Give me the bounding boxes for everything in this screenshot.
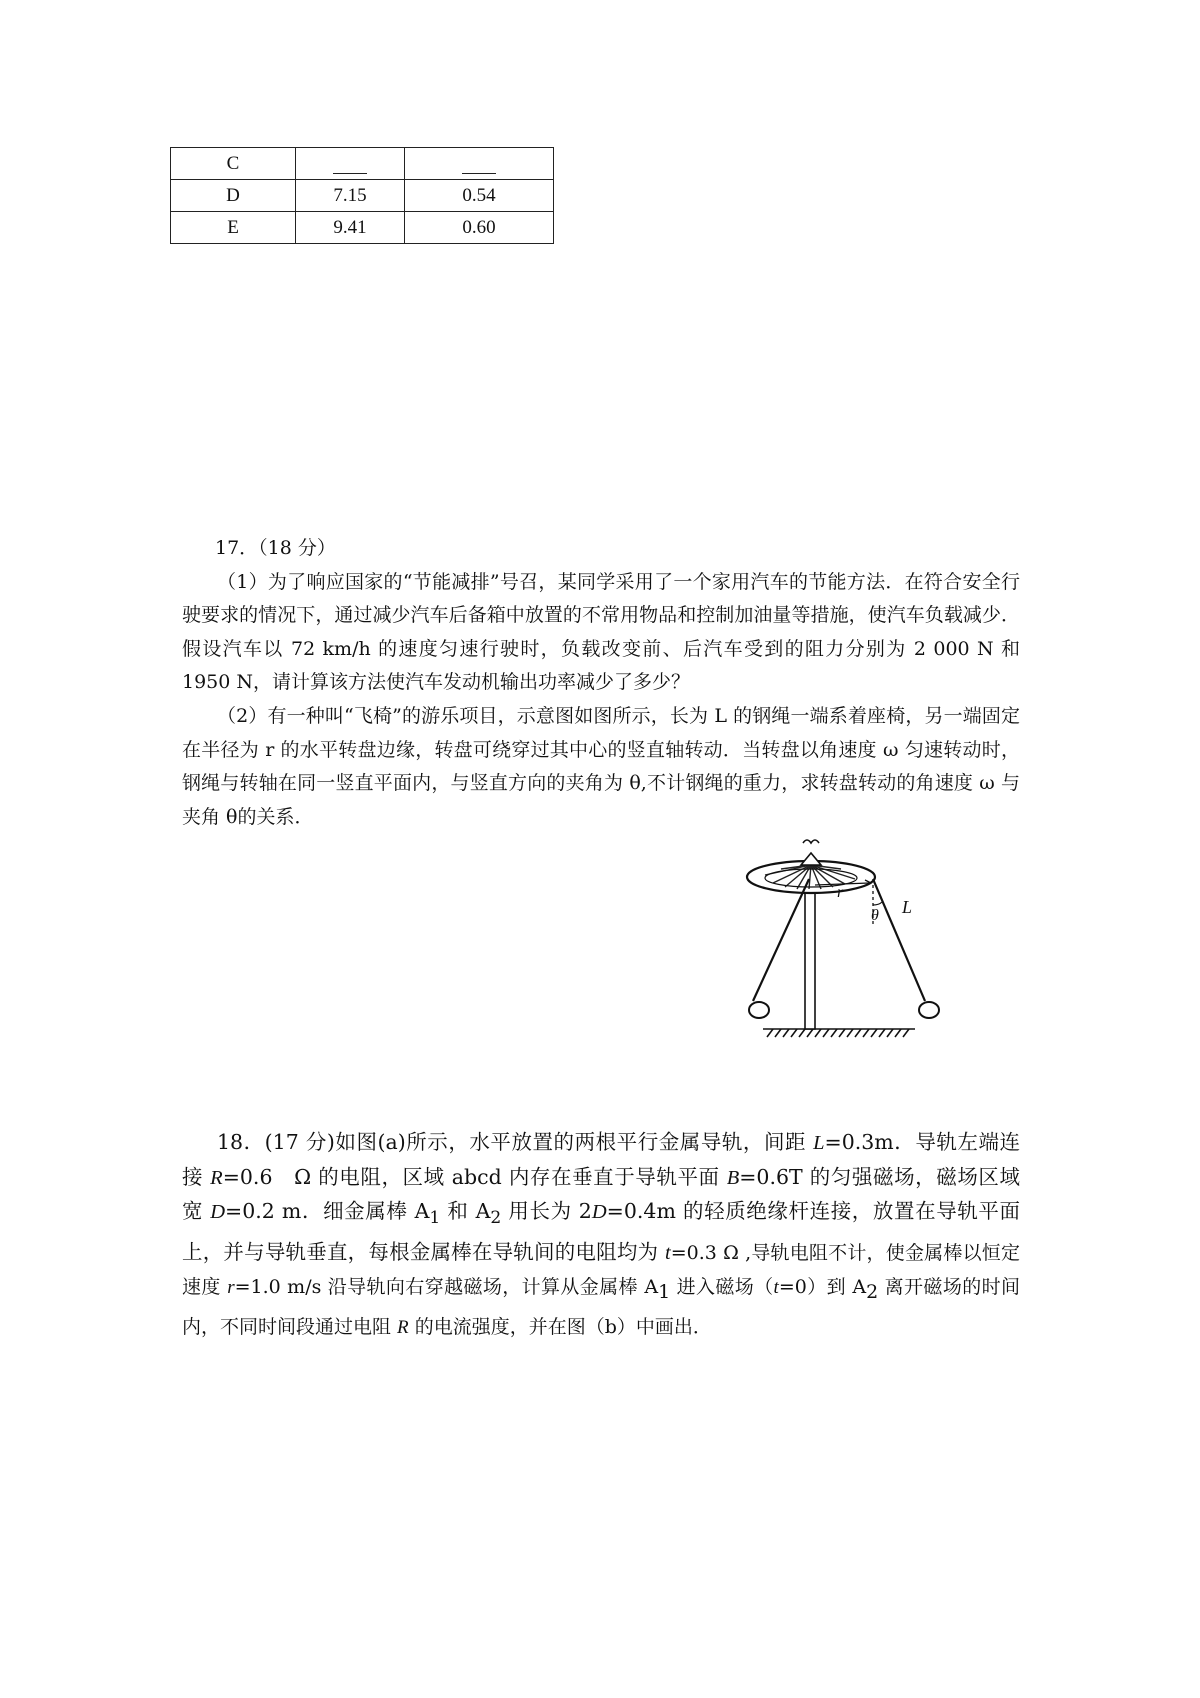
chair-left [749, 1002, 769, 1018]
text-segment: =1.0 m/s 沿导轨向右穿越磁场，计算从金属棒 A [234, 1276, 659, 1299]
var-D: D [591, 1201, 607, 1223]
table-row [171, 212, 554, 244]
cell-value-1: 7.15 [296, 180, 405, 212]
text-segment: =0.6T 的匀强磁场，磁场区域宽 [182, 1164, 1020, 1223]
question-17-part2: （2）有一种叫“飞椅”的游乐项目，示意图如图所示，长为 L 的钢绳一端系着座椅，另一端固定在半径为 r 的水平转盘边缘，转盘可绕穿过其中心的竖直轴转动．当转盘以角速度 ω 匀速转动时，钢绳与转轴在同一竖直平面内，与竖直方向的夹角为 θ,不计钢绳的重力，求转盘转动的角速度 ω 与夹角 θ的关系． [182, 704, 1020, 828]
row-label: D [171, 180, 296, 212]
question-17 [182, 532, 1020, 834]
var-B: B [726, 1166, 740, 1189]
text-segment: =0.6 Ω 的电阻，区域 abcd 内存在垂直于导轨平面 [222, 1164, 727, 1189]
cell-value-1: 9.41 [296, 212, 405, 244]
text-segment: =0.3 Ω ,导轨电阻不计，使金属棒以恒定速度 [182, 1241, 1021, 1299]
label-L: L [902, 897, 913, 917]
cell-value-2: 0.54 [405, 180, 554, 212]
text-segment: 18．(17 分)如图(a)所示，水平放置的两根平行金属导轨，间距 [217, 1130, 814, 1154]
blank-line [333, 155, 367, 174]
subscript: 2 [866, 1281, 879, 1304]
row-label: C [171, 148, 296, 180]
text-segment: 离开磁场的时间内，不同时间段通过电阻 [182, 1276, 1020, 1338]
label-theta: θ [871, 907, 879, 924]
subscript: 2 [490, 1208, 502, 1229]
text-segment: 进入磁场（ [670, 1276, 774, 1299]
question-18 [182, 1126, 1020, 1344]
var-D: D [210, 1201, 226, 1223]
text-segment: 用长为 2 [501, 1199, 592, 1223]
text-segment: =0.2 m．细金属棒 A [225, 1199, 430, 1223]
cell-value-2: 0.60 [405, 212, 554, 244]
text-segment: =0.4m 的轻质绝缘杆连接，放置在导轨平面上，并与导轨垂直，每根金属棒在导轨间的电阻均为 [182, 1199, 1020, 1264]
question-17-title: 17．（18 分） [215, 537, 336, 559]
var-R: R [210, 1166, 223, 1189]
label-r: r [837, 884, 844, 901]
var-t: t [773, 1277, 779, 1299]
question-17-part1: （1）为了响应国家的“节能减排”号召，某同学采用了一个家用汽车的节能方法．在符合安全行驶要求的情况下，通过减少汽车后备箱中放置的不常用物品和控制加油量等措施，使汽车负载减少．假设汽车以 72 km/h 的速度匀速行驶时，负载改变前、后汽车受到的阻力分别为 2 000 N 和 1950 N，请计算该方法使汽车发动机输出功率减少了多少？ [182, 570, 1020, 694]
var-t: t [664, 1241, 671, 1264]
row-label: E [171, 212, 296, 244]
table-row [171, 148, 554, 180]
text-segment: =0.3m．导轨左端连接 [182, 1130, 1021, 1189]
text-segment: =0）到 A [778, 1276, 867, 1299]
question-18-text [182, 1126, 1020, 1344]
subscript: 1 [429, 1208, 441, 1229]
data-table [170, 147, 554, 244]
var-r: r [227, 1277, 235, 1299]
blank-cell [405, 148, 554, 180]
vertical-axis [805, 887, 815, 1029]
blank-cell [296, 148, 405, 180]
var-L: L [813, 1132, 825, 1154]
var-R: R [397, 1316, 409, 1338]
rope-right [873, 879, 925, 1001]
flying-chair-figure [745, 825, 1030, 1055]
chair-right [919, 1002, 939, 1018]
rope-left [753, 879, 809, 1001]
subscript: 1 [658, 1281, 671, 1304]
table-row [171, 180, 554, 212]
ground [763, 1029, 915, 1037]
text-segment: 和 A [440, 1199, 491, 1223]
text-segment: 的电流强度，并在图（b）中画出． [408, 1315, 712, 1338]
blank-line [462, 155, 496, 174]
